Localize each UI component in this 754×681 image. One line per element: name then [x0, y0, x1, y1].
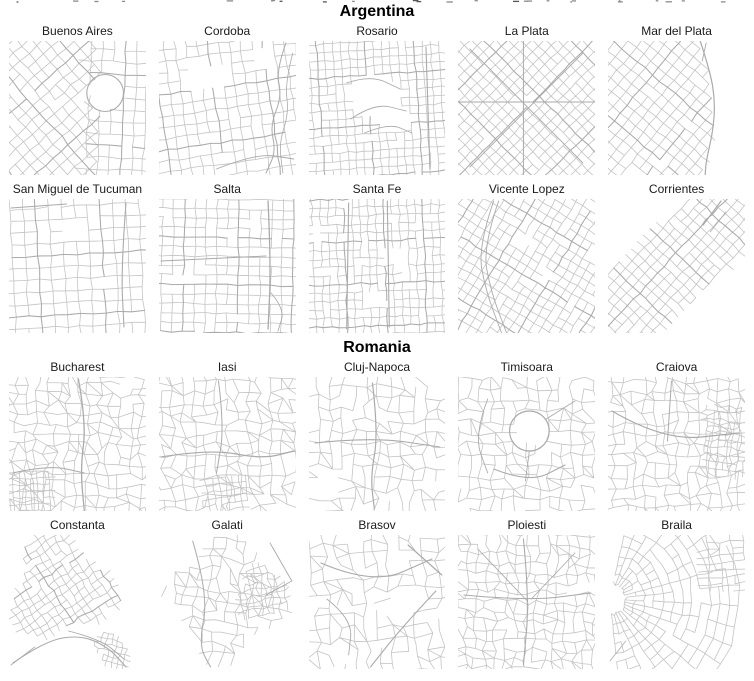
city-tile-santa-fe	[309, 180, 446, 333]
city-label: Vicente Lopez	[488, 182, 565, 196]
map-row	[0, 180, 754, 333]
street-network-map-brasov	[309, 535, 446, 669]
street-network-map-ploiesti	[458, 535, 595, 669]
map-row	[0, 358, 754, 511]
city-label: Craiova	[655, 360, 698, 374]
city-label: Brasov	[358, 518, 396, 532]
street-network-map-la-plata	[458, 41, 595, 175]
map-row	[0, 22, 754, 175]
city-label: Rosario	[356, 24, 398, 38]
city-tile-braila	[608, 516, 745, 669]
street-network-map-bucharest	[9, 377, 146, 511]
city-tile-san-miguel-de-tucuman	[9, 180, 146, 333]
city-tile-vicente-lopez	[458, 180, 595, 333]
city-label: Santa Fe	[352, 182, 402, 196]
street-network-map-iasi	[159, 377, 296, 511]
map-row	[0, 516, 754, 669]
section-title: Romania	[343, 339, 411, 356]
city-label: Cordoba	[204, 24, 251, 38]
city-tile-ploiesti	[458, 516, 595, 669]
city-label: Mar del Plata	[641, 24, 712, 38]
city-label: Ploiesti	[507, 518, 547, 532]
section-argentina	[0, 2, 754, 333]
street-network-map-buenos-aires	[9, 41, 146, 175]
city-tile-corrientes	[608, 180, 745, 333]
street-network-map-mar-del-plata	[608, 41, 745, 175]
city-label: San Miguel de Tucuman	[12, 182, 143, 196]
city-tile-craiova	[608, 358, 745, 511]
city-label: Buenos Aires	[42, 24, 113, 38]
city-tile-bucharest	[9, 358, 146, 511]
street-network-map-galati	[159, 535, 296, 669]
city-label: Braila	[661, 518, 692, 532]
city-label: Galati	[211, 518, 243, 532]
city-tile-iasi	[159, 358, 296, 511]
city-tile-salta	[159, 180, 296, 333]
city-label: Corrientes	[648, 182, 705, 196]
street-network-map-san-miguel-de-tucuman	[9, 199, 146, 333]
street-network-map-craiova	[608, 377, 745, 511]
street-network-map-corrientes	[608, 199, 745, 333]
street-network-map-santa-fe	[309, 199, 446, 333]
section-romania	[0, 338, 754, 669]
city-tile-constanta	[9, 516, 146, 669]
city-tile-timisoara	[458, 358, 595, 511]
city-tile-cluj-napoca	[309, 358, 446, 511]
city-tile-galati	[159, 516, 296, 669]
city-label: Constanta	[50, 518, 105, 532]
city-label: La Plata	[504, 24, 549, 38]
city-label: Iasi	[217, 360, 237, 374]
section-title: Argentina	[339, 3, 415, 20]
top-crop-artifact-marks	[0, 0, 754, 4]
city-tile-cordoba	[159, 22, 296, 175]
city-tile-rosario	[309, 22, 446, 175]
city-label: Bucharest	[50, 360, 105, 374]
city-tile-buenos-aires	[9, 22, 146, 175]
street-network-map-cluj-napoca	[309, 377, 446, 511]
street-network-map-vicente-lopez	[458, 199, 595, 333]
city-tile-la-plata	[458, 22, 595, 175]
city-label: Timisoara	[500, 360, 553, 374]
street-network-map-timisoara	[458, 377, 595, 511]
city-label: Salta	[213, 182, 241, 196]
city-tile-mar-del-plata	[608, 22, 745, 175]
street-network-map-cordoba	[159, 41, 296, 175]
city-tile-brasov	[309, 516, 446, 669]
street-network-map-rosario	[309, 41, 446, 175]
street-network-map-salta	[159, 199, 296, 333]
street-network-map-constanta	[9, 535, 146, 669]
street-network-map-braila	[608, 535, 745, 669]
city-label: Cluj-Napoca	[343, 360, 410, 374]
